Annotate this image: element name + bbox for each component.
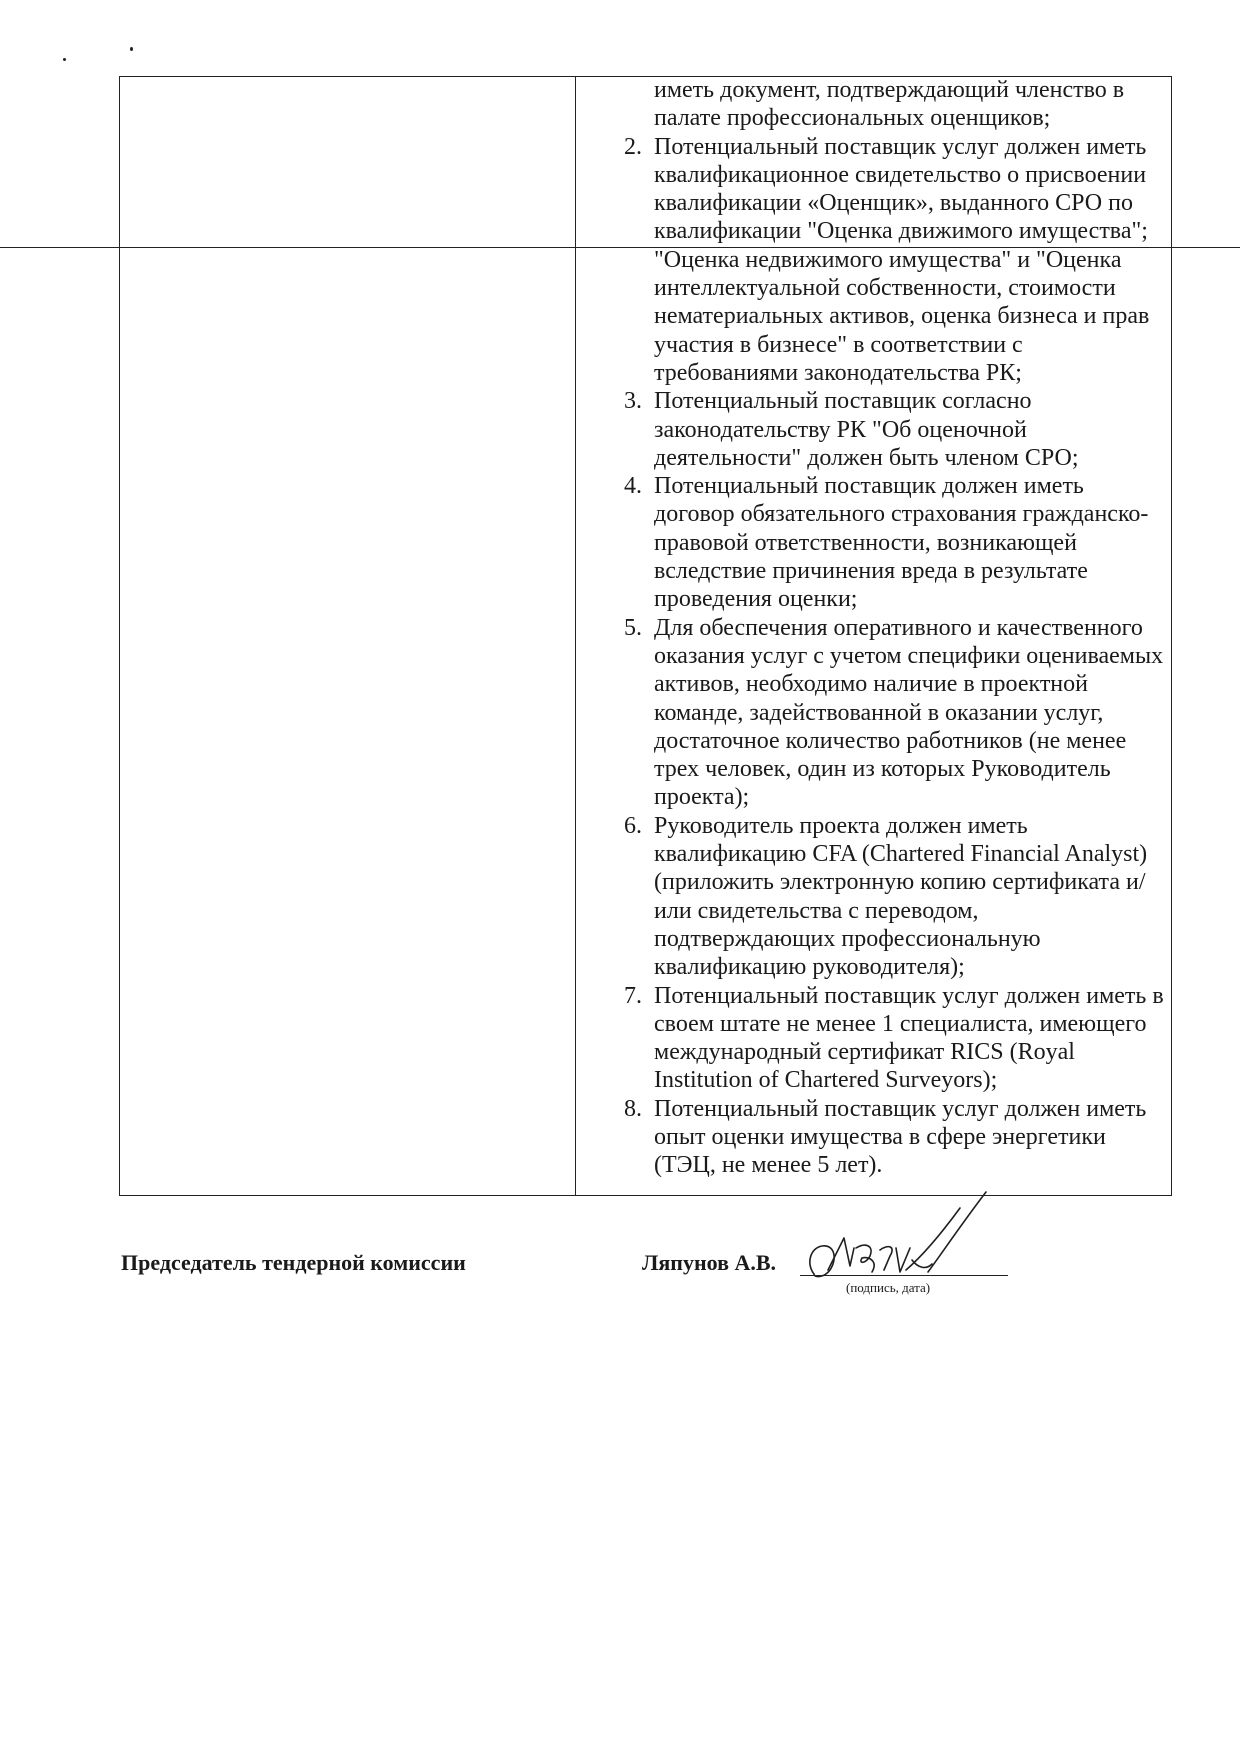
requirements-list: [574, 133, 1172, 1180]
signature-caption: (подпись, дата): [846, 1280, 931, 1295]
requirement-text: Потенциальный поставщик согласно законодательству РК "Об оценочной деятельности" должен быть членом СРО;: [654, 388, 1079, 471]
requirement-number: 6.: [624, 812, 642, 839]
chairman-title: Председатель тендерной комиссии: [121, 1250, 466, 1275]
handwritten-signature: [800, 1186, 1020, 1286]
requirement-text: Руководитель проекта должен иметь квалификацию CFA (Chartered Financial Analyst) (приложить электронную копию сертификата и/или свидетельства с переводом, подтверждающих профессиональную квалификацию руководителя);: [654, 812, 1148, 981]
requirement-number: 7.: [624, 982, 642, 1009]
requirement-number: 3.: [624, 388, 642, 415]
scan-speck: [130, 47, 133, 51]
scan-speck: [63, 58, 66, 61]
requirement-text: Потенциальный поставщик услуг должен иметь опыт оценки имущества в сфере энергетики (ТЭЦ, не менее 5 лет).: [654, 1095, 1147, 1179]
requirement-item: [574, 472, 1164, 613]
requirements-cell: [574, 76, 1172, 1180]
requirement-number: 5.: [624, 614, 642, 641]
requirement-number: 2.: [624, 133, 642, 160]
requirement-number: 4.: [624, 473, 642, 500]
requirement-item: [574, 133, 1164, 388]
requirement-item: [574, 812, 1164, 982]
requirement-text: Потенциальный поставщик услуг должен иметь квалификационное свидетельство о присвоении квалификации «Оценщик», выданного СРО по квалификации "Оценка движимого имущества"; "Оценка недвижимого имущества" и "Оценка интеллектуальной собственности, стоимости нематериальных активов, оценка бизнеса и прав участия в бизнесе" в соответствии с требованиями законодательства РК;: [654, 133, 1150, 386]
continued-requirement-text: иметь документ, подтверждающий членство в палате профессиональных оценщиков;: [654, 77, 1125, 132]
signer-name: Ляпунов А.В.: [642, 1250, 777, 1275]
requirement-item: [574, 982, 1164, 1095]
requirement-item: [574, 1095, 1164, 1180]
signature-block: [0, 1250, 1240, 1330]
requirement-item: [574, 614, 1164, 812]
requirement-text: Для обеспечения оперативного и качественного оказания услуг с учетом специфики оцениваемых активов, необходимо наличие в проектной команде, задействованной в оказании услуг, достаточное количество работников (не менее трех человек, один из которых Руководитель проекта);: [654, 614, 1164, 811]
requirement-number: 8.: [624, 1095, 642, 1122]
requirement-text: Потенциальный поставщик услуг должен иметь в своем штате не менее 1 специалиста, имеющего международный сертификат RICS (Royal Institution of Chartered Surveyors);: [654, 982, 1164, 1094]
requirement-item: [574, 387, 1164, 472]
requirement-text: Потенциальный поставщик должен иметь договор обязательного страхования гражданско-правовой ответственности, возникающей вследствие причинения вреда в результате проведения оценки;: [654, 473, 1149, 613]
